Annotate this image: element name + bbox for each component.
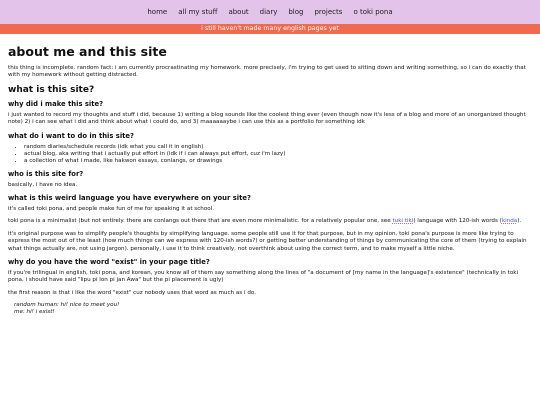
q5-p2: the first reason is that i like the word "exist" cuz nobody uses that word as much as i do.	[8, 289, 256, 296]
q4-p3: it's original purpose was to simplify people's thoughts by simplifying language. some people still use it for that purpose, but in my opinion, toki pona's purpose is more like trying to express the most out of the least (how much things can we express with 120-ish words?) or getting better understanding of things by communicating the core of them (trying to explain what things actually are, not using jargon). personally, i use it to think creatively, not overthink about using the correct term, and to make myself a little niche.	[8, 230, 527, 252]
top-nav	[0, 0, 540, 24]
list-item: • random diaries/schedule records (idk what you call it in english)	[24, 144, 532, 151]
q3-text: basically, i have no idea.	[8, 181, 78, 188]
list-item: • actual blog, aka writing that i actually put effort in (idk if i can always put effort, cuz i'm lazy)	[24, 151, 532, 158]
nav-blog[interactable]: blog	[288, 8, 304, 16]
tuki-tiki-link[interactable]: tuki tiki	[392, 218, 414, 225]
notice-banner: i still haven't made many english pages yet	[0, 24, 540, 34]
nav-projects[interactable]: projects	[314, 8, 343, 16]
nav-all-my-stuff[interactable]: all my stuff	[178, 8, 218, 16]
q1-heading: why did i make this site?	[8, 99, 104, 108]
q4-p2	[8, 218, 532, 225]
nav-diary[interactable]: diary	[259, 8, 278, 16]
page-title: about me and this site	[8, 44, 167, 59]
kinda-link[interactable]: kinda	[501, 218, 518, 225]
q5-p1: if you're trilingual in english, toki pona, and korean, you know all of them say something along the lines of "a document of [my name in the language]'s existence" (technically in toki pona, i should have said "lipu pi lon pi jan Awa" but the pi placement is ugly)	[8, 270, 519, 284]
q4-p2-part-c: ).	[517, 218, 522, 225]
q5-heading: why do you have the word "exist" in your page title?	[8, 258, 210, 267]
main-content	[0, 34, 540, 316]
q4-p2-part-b: ) language with 120-ish words (	[413, 218, 502, 225]
list-item: • a collection of what i made, like hakwon essays, conlangs, or drawings	[24, 158, 532, 165]
q4-p1: it's called toki pona, and people make fun of me for speaking it at school.	[8, 206, 215, 213]
nav-about[interactable]: about	[228, 8, 249, 16]
q4-p2-part-a: toki pona is a minimalist (but not entirely. there are conlangs out there that are even more minimalistic. for a relatively popular one, see	[8, 218, 393, 225]
quote-line: random human: hi! nice to meet you!	[14, 302, 120, 309]
nav-home[interactable]: home	[147, 8, 168, 16]
nav-o-toki-pona[interactable]: o toki pona	[353, 8, 393, 16]
q2-list	[8, 144, 532, 165]
quote-line: me: hi! i exist!	[14, 309, 55, 316]
intro-text: this thing is incomplete. random fact: i am currently procrastinating my homework. more precisely, i'm trying to get used to sitting down and writing something, so i can do exactly that with my homework without getting distracted.	[8, 65, 526, 79]
q1-text: i just wanted to record my thoughts and stuff i did, because 1) writing a blog sounds like the coolest thing ever (even though now it's less of a blog and more of an unorganized thought note) 2) i can see what i did and think about what i could do, and 3) maaaaaaybe i can use this as a portfolio for something idk	[8, 111, 526, 126]
q3-heading: who is this site for?	[8, 169, 84, 178]
q4-heading: what is this weird language you have everywhere on your site?	[8, 194, 251, 203]
section-title: what is this site?	[8, 84, 95, 95]
q2-heading: what do i want to do in this site?	[8, 131, 134, 140]
